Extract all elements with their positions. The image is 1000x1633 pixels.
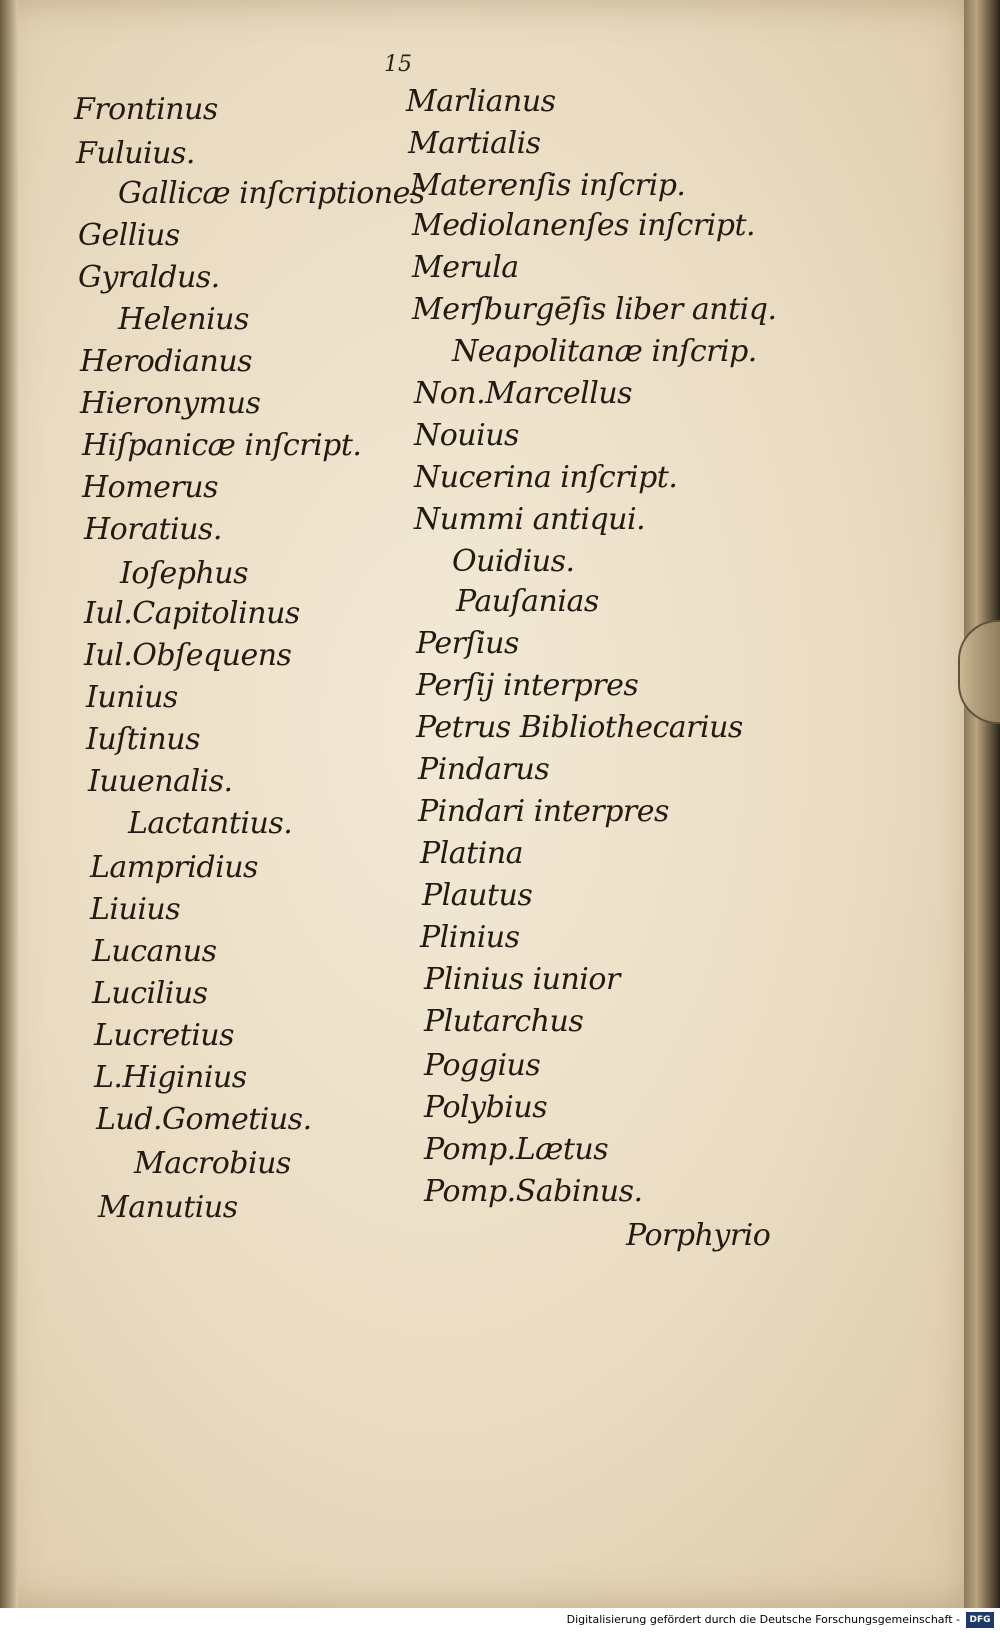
left-column-entry: Lucilius [92,976,208,1011]
footer [0,1608,1000,1633]
right-column-entry: Marlianus [406,84,556,119]
left-column-entry: Iul.Obſequens [84,638,292,673]
left-column-entry: L.Higinius [94,1060,247,1095]
right-column-entry: Materenſis inſcrip. [410,168,686,203]
right-column-entry: Platina [420,836,524,871]
right-column-entry: Non.Marcellus [414,376,633,411]
left-column-entry: Fuluius. [76,136,195,171]
right-column-entry: Nummi antiqui. [414,502,646,537]
left-column-entry: Homerus [82,470,218,505]
left-column-entry: Hieronymus [80,386,261,421]
right-column-entry: Plutarchus [424,1004,584,1039]
left-column-entry: Manutius [98,1190,238,1225]
left-column-entry: Gellius [78,218,180,253]
left-column-entry: Frontinus [74,92,218,127]
right-column-entry: Pauſanias [456,584,599,619]
right-column-entry: Nouius [414,418,519,453]
right-column-entry: Pomp.Sabinus. [424,1174,643,1209]
right-column-entry: Merſburgēſis liber antiq. [412,292,777,327]
spine-shadow [0,0,18,1633]
right-column-entry: Perſius [416,626,519,661]
footer-text: Digitalisierung gefördert durch die Deutsche Forschungsgemeinschaft - [566,1613,960,1626]
right-column-entry: Pindarus [418,752,550,787]
book-edge [964,0,1000,1633]
left-column-entry: Hiſpanicæ inſcript. [82,428,362,463]
right-column-entry: Nucerina inſcript. [414,460,678,495]
left-column-entry: Iul.Capitolinus [84,596,300,631]
right-column-entry: Petrus Bibliothecarius [416,710,743,745]
page-number: 15 [384,52,412,77]
right-column-entry: Pomp.Lætus [424,1132,609,1167]
left-column-entry: Iuuenalis. [88,764,233,799]
left-column-entry: Macrobius [134,1146,291,1181]
left-column-entry: Liuius [90,892,181,927]
left-column-entry: Iuſtinus [86,722,200,757]
left-column-entry: Iunius [86,680,178,715]
right-column-entry: Perſij interpres [416,668,639,703]
left-column-entry: Helenius [118,302,249,337]
left-column-entry: Gyraldus. [78,260,220,295]
right-column-entry: Plautus [422,878,533,913]
left-column-entry: Lampridius [90,850,258,885]
right-column-entry: Polybius [424,1090,548,1125]
right-column-entry: Martialis [408,126,541,161]
left-column-entry: Horatius. [84,512,222,547]
left-column-entry: Herodianus [80,344,253,379]
right-column-entry: Mediolanenſes inſcript. [412,208,756,243]
left-column-entry: Ioſephus [120,556,249,591]
right-column-entry: Pindari interpres [418,794,669,829]
right-column-entry: Plinius iunior [424,962,620,997]
right-column-entry: Ouidius. [452,544,575,579]
right-column-entry: Plinius [420,920,520,955]
left-column-entry: Lactantius. [128,806,293,841]
left-column-entry: Lucretius [94,1018,235,1053]
right-column-entry: Poggius [424,1048,541,1083]
right-column-entry: Merula [412,250,519,285]
right-column-entry: Neapolitanæ inſcrip. [452,334,757,369]
left-column-entry: Lud.Gometius. [96,1102,312,1137]
catchword: Porphyrio [626,1218,771,1253]
left-column-entry: Gallicæ inſcriptiones [118,176,425,211]
left-column-entry: Lucanus [92,934,217,969]
dfg-logo: DFG [966,1612,994,1628]
